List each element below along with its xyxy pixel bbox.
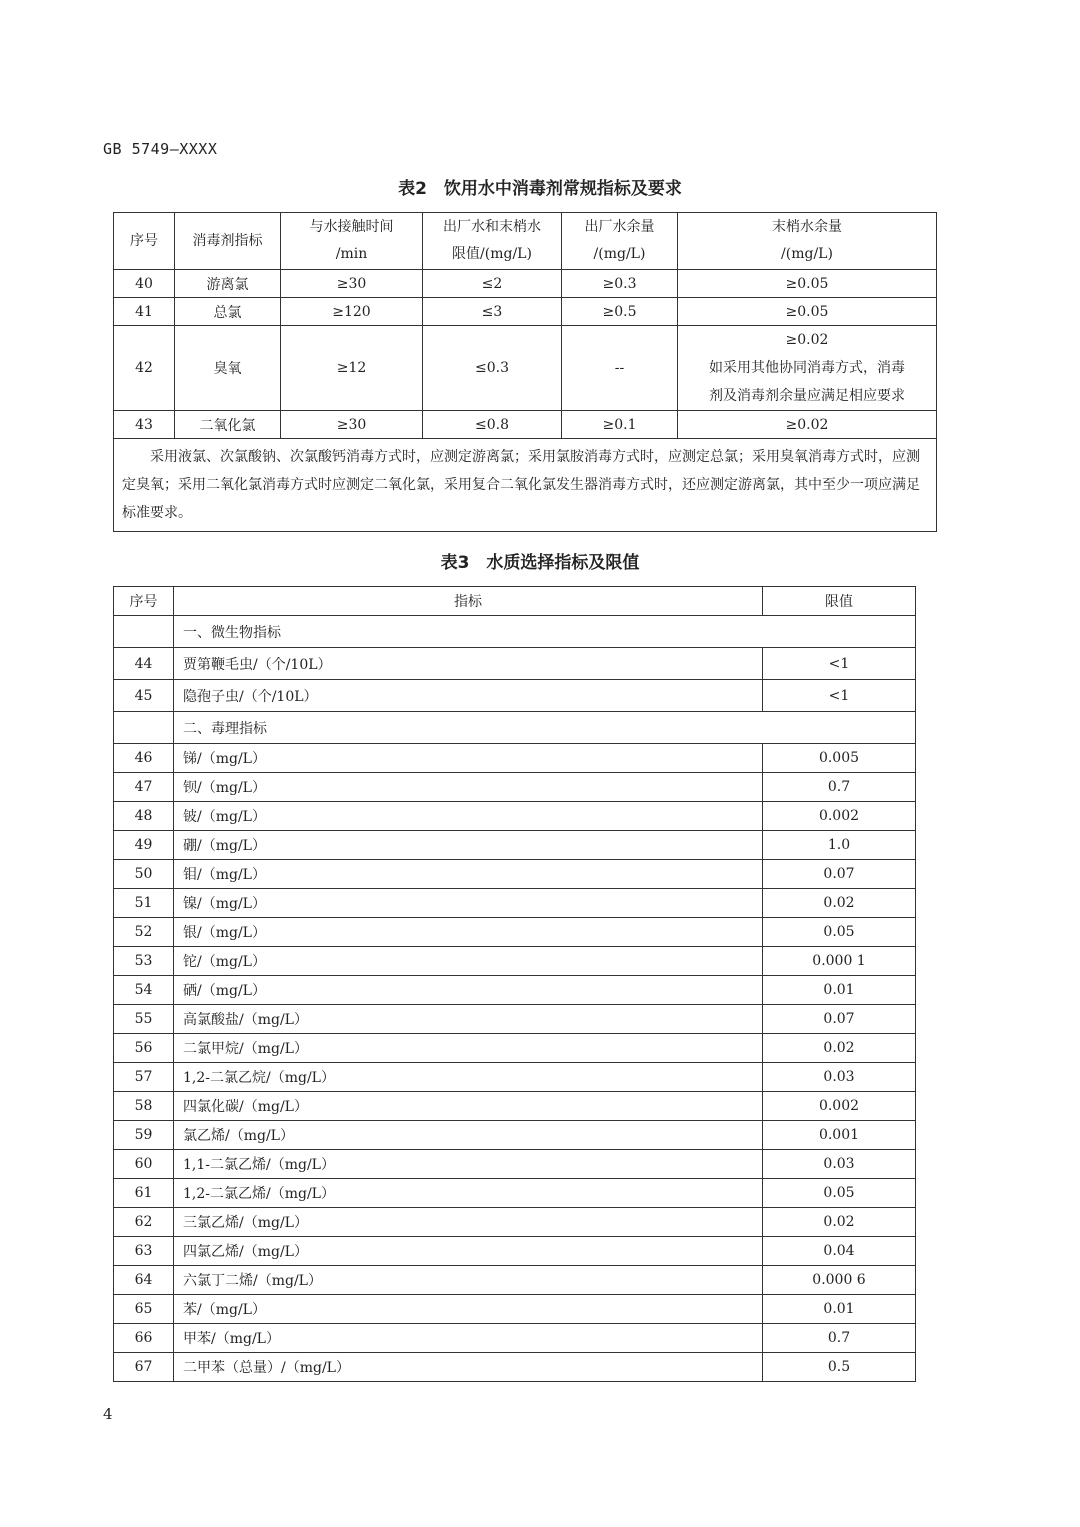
limit-value: 0.002 [763,802,916,831]
limit-value: 0.05 [763,918,916,947]
table-row [114,947,916,976]
tap-residual: ≥0.05 [678,298,937,326]
indicator-name: 三氯乙烯/（mg/L） [174,1208,763,1237]
row-number: 55 [114,1005,174,1034]
table-row [114,831,916,860]
indicator-name: 镍/（mg/L） [174,889,763,918]
section-heading-row [114,616,916,648]
row-number: 58 [114,1092,174,1121]
row-number: 42 [114,326,175,411]
section-heading: 一、微生物指标 [174,616,916,648]
table-row [114,889,916,918]
row-number: 41 [114,298,175,326]
table-row [114,1034,916,1063]
row-number: 63 [114,1237,174,1266]
table-row [114,918,916,947]
document-code: GB 5749—XXXX [103,140,218,158]
table-row [114,1295,916,1324]
row-number: 66 [114,1324,174,1353]
indicator-name: 银/（mg/L） [174,918,763,947]
table-row [114,1150,916,1179]
table-row [114,1092,916,1121]
tap-residual: ≥0.05 [678,270,937,298]
row-number: 45 [114,680,174,712]
tap-residual: ≥0.02 [678,411,937,439]
table2-disinfectant-indicators [113,212,937,532]
table-row [114,1208,916,1237]
table-row [114,860,916,889]
section-heading-spacer [114,616,174,648]
limit-value: 0.01 [763,976,916,1005]
limit-value: 0.02 [763,1208,916,1237]
table2-note: 采用液氯、次氯酸钠、次氯酸钙消毒方式时，应测定游离氯；采用氯胺消毒方式时，应测定总氯；采用臭氧消毒方式时，应测定臭氧；采用二氧化氯消毒方式时应测定二氧化氯，采用复合二氧化氯发生器消毒方式时，还应测定游离氯，其中至少一项应满足标准要求。 [114,439,937,532]
plant-residual: ≥0.5 [562,298,678,326]
limit-value: 0.03 [763,1063,916,1092]
table-row [114,326,937,411]
contact-time: ≥30 [281,270,423,298]
limit-value: 0.7 [763,1324,916,1353]
table-row [114,1063,916,1092]
table3-header-row [114,587,916,616]
table3-header-limit: 限值 [763,587,916,616]
row-number: 50 [114,860,174,889]
indicator-name: 硼/（mg/L） [174,831,763,860]
plant-residual: ≥0.1 [562,411,678,439]
table-row [114,411,937,439]
table2-header-cell: 消毒剂指标 [175,213,281,270]
table-row [114,744,916,773]
limit-value: 0.005 [763,744,916,773]
indicator-name: 铍/（mg/L） [174,802,763,831]
table2-title: 表2 饮用水中消毒剂常规指标及要求 [398,179,682,199]
row-number: 47 [114,773,174,802]
indicator-name: 六氯丁二烯/（mg/L） [174,1266,763,1295]
contact-time: ≥30 [281,411,423,439]
limit-value: 0.05 [763,1179,916,1208]
limit-value: 0.01 [763,1295,916,1324]
table-row [114,648,916,680]
indicator-name: 锑/（mg/L） [174,744,763,773]
row-number: 57 [114,1063,174,1092]
table2-header-cell: 序号 [114,213,175,270]
limit-value: 0.02 [763,1034,916,1063]
indicator-name: 四氯乙烯/（mg/L） [174,1237,763,1266]
table-row [114,1324,916,1353]
table-row [114,298,937,326]
limit-value: 0.000 1 [763,947,916,976]
indicator-name: 隐孢子虫/（个/10L） [174,680,763,712]
table2-header-cell: 出厂水余量 /(mg/L) [562,213,678,270]
table2-header-row [114,213,937,270]
table-row [114,1266,916,1295]
indicator-name: 1,1-二氯乙烯/（mg/L） [174,1150,763,1179]
table-row [114,1179,916,1208]
row-number: 51 [114,889,174,918]
limit-value: 0.07 [763,1005,916,1034]
table2-note-row [114,439,937,532]
row-number: 64 [114,1266,174,1295]
disinfectant-name: 游离氯 [175,270,281,298]
row-number: 49 [114,831,174,860]
table2-header-cell: 与水接触时间 /min [281,213,423,270]
limit-value: 0.7 [763,773,916,802]
row-number: 59 [114,1121,174,1150]
page-number: 4 [103,1405,113,1423]
indicator-name: 苯/（mg/L） [174,1295,763,1324]
row-number: 46 [114,744,174,773]
table-row [114,1237,916,1266]
contact-time: ≥12 [281,326,423,411]
table2-header-cell: 末梢水余量 /(mg/L) [678,213,937,270]
limit-value: 0.04 [763,1237,916,1266]
row-number: 44 [114,648,174,680]
table-row [114,1121,916,1150]
indicator-name: 1,2-二氯乙烷/（mg/L） [174,1063,763,1092]
table-row [114,802,916,831]
table-row [114,1353,916,1382]
disinfectant-name: 二氧化氯 [175,411,281,439]
table3-title: 表3 水质选择指标及限值 [440,553,640,573]
indicator-name: 贾第鞭毛虫/（个/10L） [174,648,763,680]
limit-value: ≤0.3 [423,326,562,411]
limit-value: 0.002 [763,1092,916,1121]
disinfectant-name: 臭氧 [175,326,281,411]
limit-value: 0.5 [763,1353,916,1382]
row-number: 56 [114,1034,174,1063]
limit-value: ≤3 [423,298,562,326]
table-row [114,1005,916,1034]
limit-value: 0.000 6 [763,1266,916,1295]
row-number: 52 [114,918,174,947]
limit-value: ≤0.8 [423,411,562,439]
row-number: 43 [114,411,175,439]
row-number: 61 [114,1179,174,1208]
indicator-name: 1,2-二氯乙烯/（mg/L） [174,1179,763,1208]
indicator-name: 氯乙烯/（mg/L） [174,1121,763,1150]
indicator-name: 钼/（mg/L） [174,860,763,889]
row-number: 40 [114,270,175,298]
tap-residual: ≥0.02 如采用其他协同消毒方式，消毒 剂及消毒剂余量应满足相应要求 [678,326,937,411]
table-row [114,976,916,1005]
indicator-name: 甲苯/（mg/L） [174,1324,763,1353]
section-heading: 二、毒理指标 [174,712,916,744]
table3-optional-indicators [113,586,916,1382]
indicator-name: 二氯甲烷/（mg/L） [174,1034,763,1063]
plant-residual: -- [562,326,678,411]
section-heading-row [114,712,916,744]
row-number: 67 [114,1353,174,1382]
limit-value: 0.07 [763,860,916,889]
indicator-name: 四氯化碳/（mg/L） [174,1092,763,1121]
section-heading-spacer [114,712,174,744]
indicator-name: 钡/（mg/L） [174,773,763,802]
limit-value: ≤2 [423,270,562,298]
limit-value: <1 [763,648,916,680]
limit-value: 0.02 [763,889,916,918]
limit-value: 1.0 [763,831,916,860]
indicator-name: 硒/（mg/L） [174,976,763,1005]
table-row [114,270,937,298]
plant-residual: ≥0.3 [562,270,678,298]
limit-value: <1 [763,680,916,712]
contact-time: ≥120 [281,298,423,326]
table-row [114,773,916,802]
table2-header-cell: 出厂水和末梢水 限值/(mg/L) [423,213,562,270]
indicator-name: 铊/（mg/L） [174,947,763,976]
limit-value: 0.03 [763,1150,916,1179]
disinfectant-name: 总氯 [175,298,281,326]
table3-header-no: 序号 [114,587,174,616]
row-number: 60 [114,1150,174,1179]
indicator-name: 二甲苯（总量）/（mg/L） [174,1353,763,1382]
limit-value: 0.001 [763,1121,916,1150]
indicator-name: 高氯酸盐/（mg/L） [174,1005,763,1034]
row-number: 65 [114,1295,174,1324]
row-number: 53 [114,947,174,976]
table3-header-indicator: 指标 [174,587,763,616]
table-row [114,680,916,712]
row-number: 62 [114,1208,174,1237]
row-number: 48 [114,802,174,831]
row-number: 54 [114,976,174,1005]
